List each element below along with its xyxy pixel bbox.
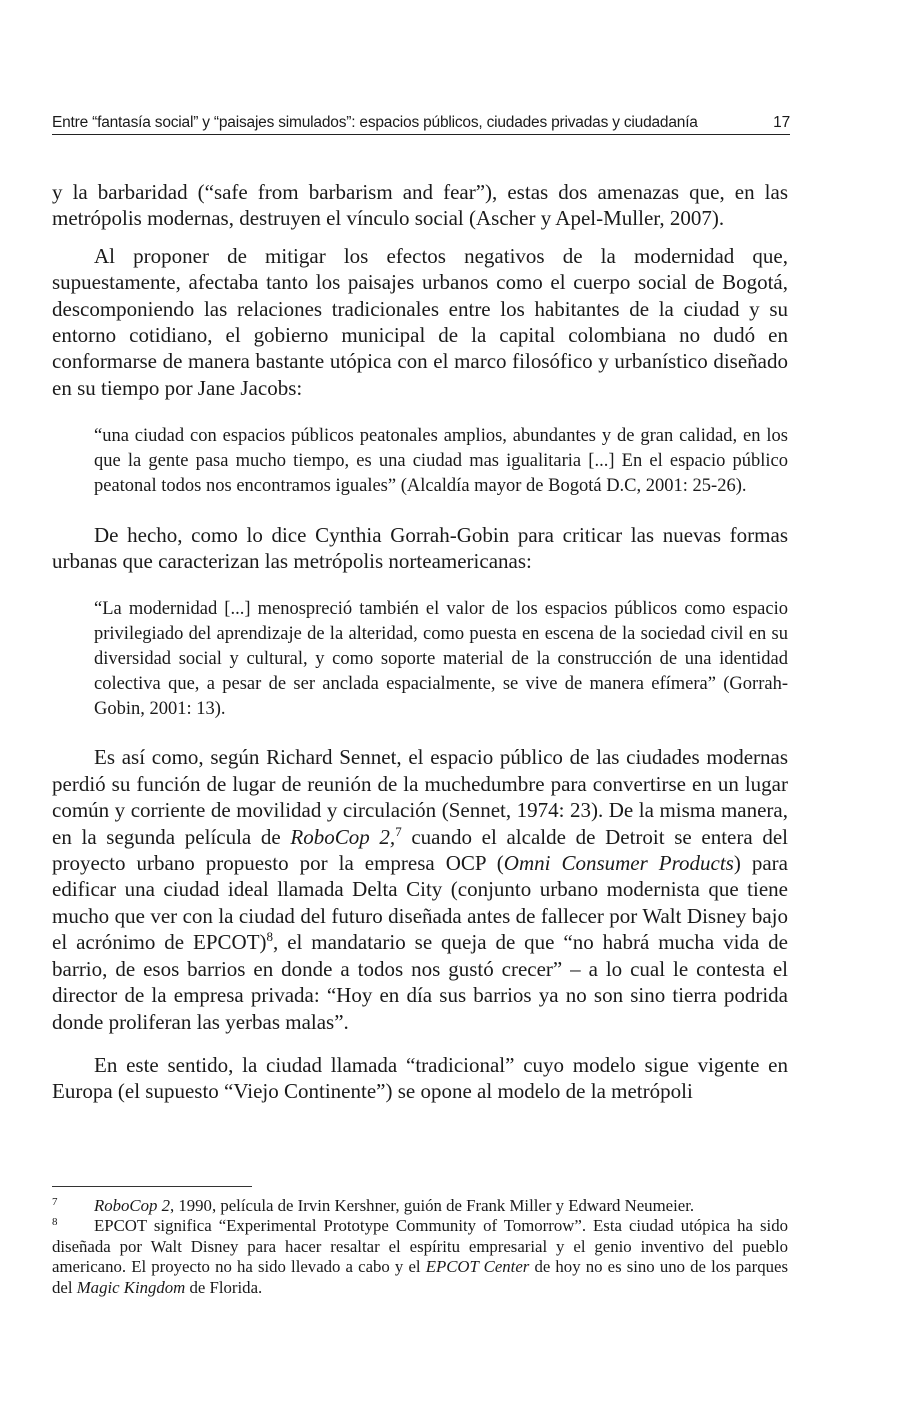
page-number: 17 [773, 114, 790, 131]
paragraph-gorrah-gobin: De hecho, como lo dice Cynthia Gorrah-Gobin para criticar las nuevas formas urbanas que caracterizan las metrópolis norteamericanas: [52, 522, 788, 574]
footnote-ref-7[interactable]: 7 [395, 823, 402, 839]
paragraph-sennet-robocop [52, 744, 788, 1034]
footnote-7: 7 RoboCop 2, 1990, película de Irvin Kershner, guión de Frank Miller y Edward Neumeier. [52, 1196, 695, 1215]
text-run: , el mandatario se queja de que “no habrá mucha vida de barrio, de esos barrios en donde a todos nos gustó crecer” – a lo cual le contesta el director de la empresa privada: “Hoy en día sus barrios ya no son sino tierra podrida donde proliferan las yerbas malas”. [52, 930, 788, 1034]
text-run: Es así como, según Richard Sennet, el espacio público de las ciudades modernas perdió su función de lugar de reunión de la muchedumbre para convertirse en un lugar común y corriente de movilidad y circulación (Sennet, 1974: 23). De la misma manera, en la segunda película de [52, 745, 788, 849]
footnote-film-title: RoboCop 2 [94, 1196, 170, 1215]
paragraph-ciudad-tradicional: En este sentido, la ciudad llamada “tradicional” cuyo modelo sigue vigente en Europa (el supuesto “Viejo Continente”) se opone al modelo de la metrópoli [52, 1052, 788, 1104]
company-name-ocp: Omni Consumer Products [503, 851, 734, 876]
paragraph-continuation: y la barbaridad (“safe from barbarism and fear”), estas dos amenazas que, en las metrópolis modernas, destruyen el vínculo social (Ascher y Apel-Muller, 2007). [52, 180, 788, 231]
footnote-8: 8 EPCOT significa “Experimental Prototype Community of Tomorrow”. Esta ciudad utópica ha sido diseñada por Walt Disney para hacer resaltar el espíritu empresarial y el genio inventivo del pueblo americano. El proyecto no ha sido llevado a cabo y el EPCOT Center de hoy no es sino uno de los parques del Magic Kingdom de Florida. [52, 1216, 788, 1297]
footnote-text: , 1990, película de Irvin Kershner, guión de Frank Miller y Edward Neumeier. [169, 1196, 695, 1215]
footnote-text: EPCOT significa “Experimental Prototype Community of Tomorrow”. Esta ciudad utópica ha sido diseñada por Walt Disney para hacer resaltar el espíritu empresarial y el genio inventivo del pueblo americano. El proyecto no ha sido llevado a cabo y el [52, 1216, 788, 1277]
footnote-text: de hoy no es sino uno de los parques del [52, 1257, 788, 1297]
text-run: ) para edificar una ciudad ideal llamada Delta City (conjunto urbano modernista que tiene mucho que ver con la ciudad del futuro diseñada antes de fallecer por Walt Disney bajo el acrónimo de EPCOT) [52, 851, 788, 955]
paragraph-jane-jacobs: Al proponer de mitigar los efectos negativos de la modernidad que, supuestamente, afectaba tanto los paisajes urbanos como el cuerpo social de Bogotá, descomponiendo las relaciones tradicionales entre los habitantes de la ciudad y su entorno cotidiano, el gobierno municipal de la capital colombiana no dudó en conformarse de manera bastante utópica con el marco filosófico y urbanístico diseñado en su tiempo por Jane Jacobs: [52, 243, 788, 400]
running-header-title: Entre “fantasía social” y “paisajes simulados”: espacios públicos, ciudades privadas y ciudadanía [52, 114, 698, 131]
footnotes [52, 1196, 788, 1298]
block-quote-gorrah-gobin: “La modernidad [...] menospreció también el valor de los espacios públicos como espacio privilegiado del aprendizaje de la alteridad, como puesta en escena de la sociedad civil en su diversidad social y cultural, y como soporte material de la construcción de una identidad colectiva que, a pesar de ser anclada espacialmente, se vive de manera efímera” (Gorrah-Gobin, 2001: 13). [94, 599, 788, 719]
text-run: cuando el alcalde de Detroit se entera del proyecto urbano propuesto por la empresa OCP ( [52, 824, 789, 876]
footnote-epcot-center: EPCOT Center [425, 1257, 530, 1277]
footnote-ref-8[interactable]: 8 [266, 929, 274, 945]
footnote-separator [52, 1186, 252, 1187]
main-text [52, 179, 788, 1105]
block-quote-alcaldia: “una ciudad con espacios públicos peatonales amplios, abundantes y de gran calidad, en los que la gente pasa mucho tiempo, es una ciudad mas igualitaria [...] En el espacio público peatonal todos nos encontramos iguales” (Alcaldía mayor de Bogotá D.C, 2001: 25-26). [94, 426, 788, 496]
film-title-robocop: RoboCop 2, [290, 824, 396, 849]
footnote-text: de Florida. [185, 1277, 263, 1297]
footnote-magic-kingdom: Magic Kingdom [76, 1277, 186, 1297]
running-header [52, 114, 790, 135]
